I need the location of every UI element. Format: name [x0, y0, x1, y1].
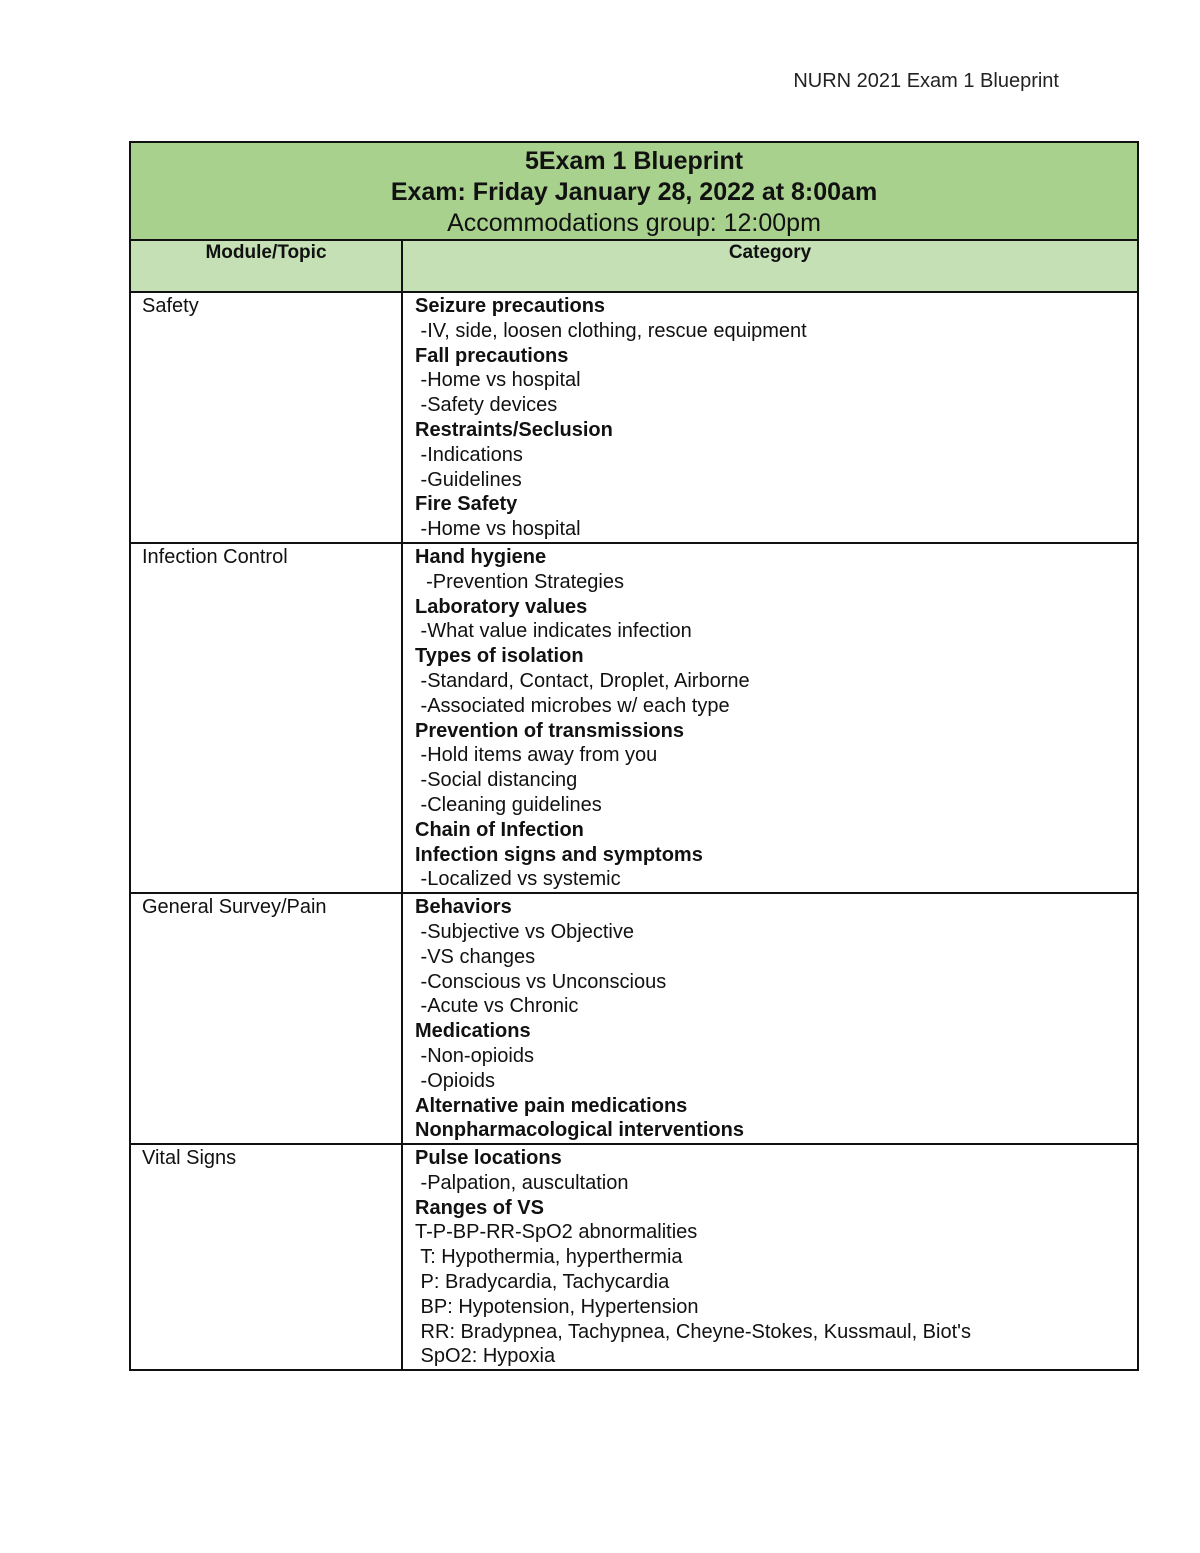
- category-detail: -Cleaning guidelines: [415, 793, 602, 816]
- category-detail: -Palpation, auscultation: [415, 1171, 629, 1194]
- table-row: [130, 543, 1138, 893]
- blueprint-title: 5Exam 1 Blueprint: [524, 147, 744, 175]
- category-detail: -Indications: [415, 443, 523, 466]
- category-detail: BP: Hypotension, Hypertension: [415, 1295, 699, 1318]
- category-cell: [402, 292, 1138, 543]
- blueprint-table: [129, 141, 1139, 1371]
- page-header: NURN 2021 Exam 1 Blueprint: [793, 70, 1059, 92]
- category-heading: Hand hygiene: [415, 545, 547, 568]
- column-header-category: Category: [402, 240, 1138, 292]
- exam-date: Exam: Friday January 28, 2022 at 8:00am: [390, 178, 878, 206]
- category-detail: -Non-opioids: [415, 1044, 534, 1067]
- category-heading: Medications: [415, 1020, 531, 1043]
- column-header-topic: Module/Topic: [130, 240, 402, 292]
- topic-cell: Infection Control: [130, 543, 402, 893]
- category-detail: -Hold items away from you: [415, 744, 658, 767]
- category-heading: Restraints/Seclusion: [415, 418, 613, 441]
- topic-cell: General Survey/Pain: [130, 893, 402, 1144]
- category-heading: Laboratory values: [415, 595, 588, 618]
- category-detail: -Home vs hospital: [415, 369, 581, 392]
- topic-cell: Vital Signs: [130, 1144, 402, 1370]
- category-detail: -VS changes: [415, 945, 536, 968]
- category-heading: Types of isolation: [415, 645, 584, 668]
- category-detail: -Guidelines: [415, 468, 522, 491]
- table-row: [130, 292, 1138, 543]
- category-cell: [402, 893, 1138, 1144]
- category-heading: Pulse locations: [415, 1147, 562, 1170]
- category-detail: -Associated microbes w/ each type: [415, 694, 730, 717]
- category-detail: T: Hypothermia, hyperthermia: [415, 1246, 683, 1269]
- category-heading: Fall precautions: [415, 344, 569, 367]
- category-heading: Fire Safety: [415, 493, 518, 516]
- category-detail: -Subjective vs Objective: [415, 920, 634, 943]
- category-detail: -Conscious vs Unconscious: [415, 970, 667, 993]
- table-row: [130, 1144, 1138, 1370]
- accommodations-time: Accommodations group: 12:00pm: [447, 209, 821, 237]
- category-heading: Prevention of transmissions: [415, 719, 684, 742]
- category-detail: -IV, side, loosen clothing, rescue equipment: [415, 319, 807, 342]
- category-detail: -Prevention Strategies: [415, 570, 624, 593]
- category-detail: -Social distancing: [415, 769, 578, 792]
- category-detail: -Localized vs systemic: [415, 868, 621, 891]
- column-header-row: [130, 240, 1138, 292]
- category-detail: RR: Bradypnea, Tachypnea, Cheyne-Stokes, Kussmaul, Biot's: [415, 1320, 971, 1343]
- title-cell: [130, 142, 1138, 240]
- category-heading: Ranges of VS: [415, 1196, 544, 1219]
- category-detail: P: Bradycardia, Tachycardia: [415, 1271, 670, 1294]
- category-heading: Nonpharmacological interventions: [415, 1119, 744, 1142]
- category-detail: -Standard, Contact, Droplet, Airborne: [415, 669, 750, 692]
- category-cell: [402, 1144, 1138, 1370]
- category-detail: T-P-BP-RR-SpO2 abnormalities: [415, 1221, 698, 1244]
- category-heading: Behaviors: [415, 896, 512, 919]
- category-detail: SpO2: Hypoxia: [415, 1345, 556, 1368]
- category-heading: Seizure precautions: [415, 295, 606, 317]
- category-heading: Alternative pain medications: [415, 1094, 688, 1117]
- category-cell: [402, 543, 1138, 893]
- category-detail: -Acute vs Chronic: [415, 995, 579, 1018]
- category-detail: -Safety devices: [415, 394, 558, 417]
- category-heading: Infection signs and symptoms: [415, 843, 703, 866]
- topic-cell: Safety: [130, 292, 402, 543]
- category-detail: -Opioids: [415, 1069, 496, 1092]
- category-detail: -What value indicates infection: [415, 620, 692, 643]
- table-row: [130, 893, 1138, 1144]
- category-detail: -Home vs hospital: [415, 518, 581, 541]
- title-row: [130, 142, 1138, 240]
- category-heading: Chain of Infection: [415, 818, 584, 841]
